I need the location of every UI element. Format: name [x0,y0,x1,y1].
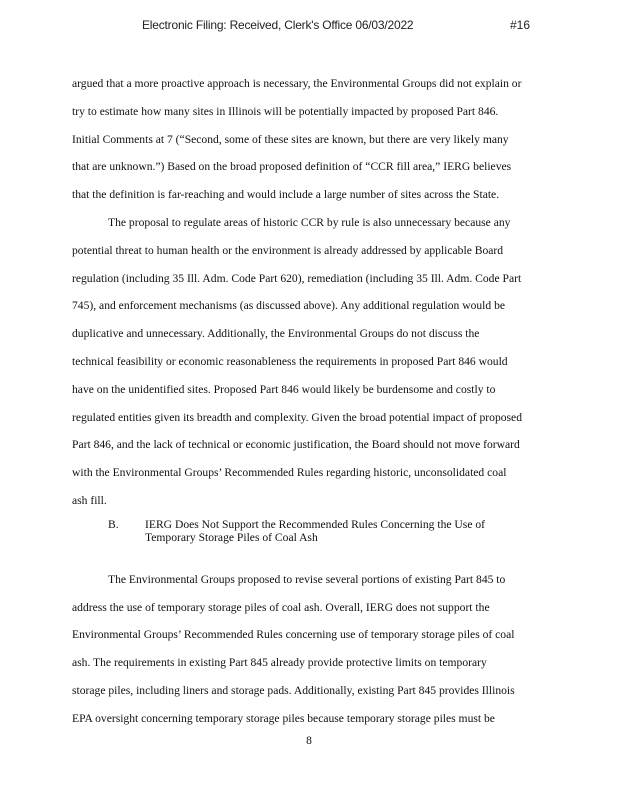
body-line: argued that a more proactive approach is necessary, the Environmental Groups did not explain or [72,77,522,90]
page-number: 8 [306,734,312,747]
body-line: address the use of temporary storage piles of coal ash. Overall, IERG does not support the [72,600,490,614]
body-line: ash fill. [72,493,107,507]
body-line: EPA oversight concerning temporary storage piles because temporary storage piles must be [72,711,495,725]
body-line: with the Environmental Groups’ Recommended Rules regarding historic, unconsolidated coal [72,466,507,480]
filing-stamp: Electronic Filing: Received, Clerk's Office 06/03/2022 [142,18,414,32]
body-line: The proposal to regulate areas of historic CCR by rule is also unnecessary because any [108,215,511,229]
body-line: regulated entities given its breadth and complexity. Given the broad potential impact of proposed [72,410,522,424]
body-line: storage piles, including liners and storage pads. Additionally, existing Part 845 provides Illinois [72,683,515,697]
document-body [72,70,550,733]
body-line: technical feasibility or economic reasonableness the requirements in proposed Part 846 would [72,354,508,368]
body-line: that the definition is far-reaching and would include a large number of sites across the State. [72,188,500,202]
section-title [145,518,485,545]
filing-header [0,18,618,34]
document-number: #16 [510,18,531,32]
section-title-line: Temporary Storage Piles of Coal Ash [145,531,318,545]
body-line: try to estimate how many sites in Illinois will be potentially impacted by proposed Part 846. [72,104,499,118]
body-line: potential threat to human health or the environment is already addressed by applicable Board [72,243,504,257]
body-line: 745), and enforcement mechanisms (as discussed above). Any additional regulation would be [72,299,506,313]
body-line: Environmental Groups’ Recommended Rules concerning use of temporary storage piles of coal [72,628,515,642]
section-heading [72,518,550,566]
section-letter: B. [108,517,119,531]
body-line: regulation (including 35 Ill. Adm. Code Part 620), remediation (including 35 Ill. Adm. Code Part [72,271,522,285]
body-line: have on the unidentified sites. Proposed Part 846 would likely be burdensome and costly to [72,382,496,396]
section-title-line: IERG Does Not Support the Recommended Rules Concerning the Use of [145,517,486,531]
body-line: that are unknown.”) Based on the broad proposed definition of “CCR fill area,” IERG believes [72,160,512,174]
body-line: Part 846, and the lack of technical or economic justification, the Board should not move forward [72,438,520,452]
body-line: The Environmental Groups proposed to revise several portions of existing Part 845 to [108,572,506,586]
body-line: ash. The requirements in existing Part 845 already provide protective limits on temporary [72,656,487,670]
body-line: Initial Comments at 7 (“Second, some of these sites are known, but there are very likely many [72,132,509,146]
body-line: duplicative and unnecessary. Additionally, the Environmental Groups do not discuss the [72,327,480,341]
